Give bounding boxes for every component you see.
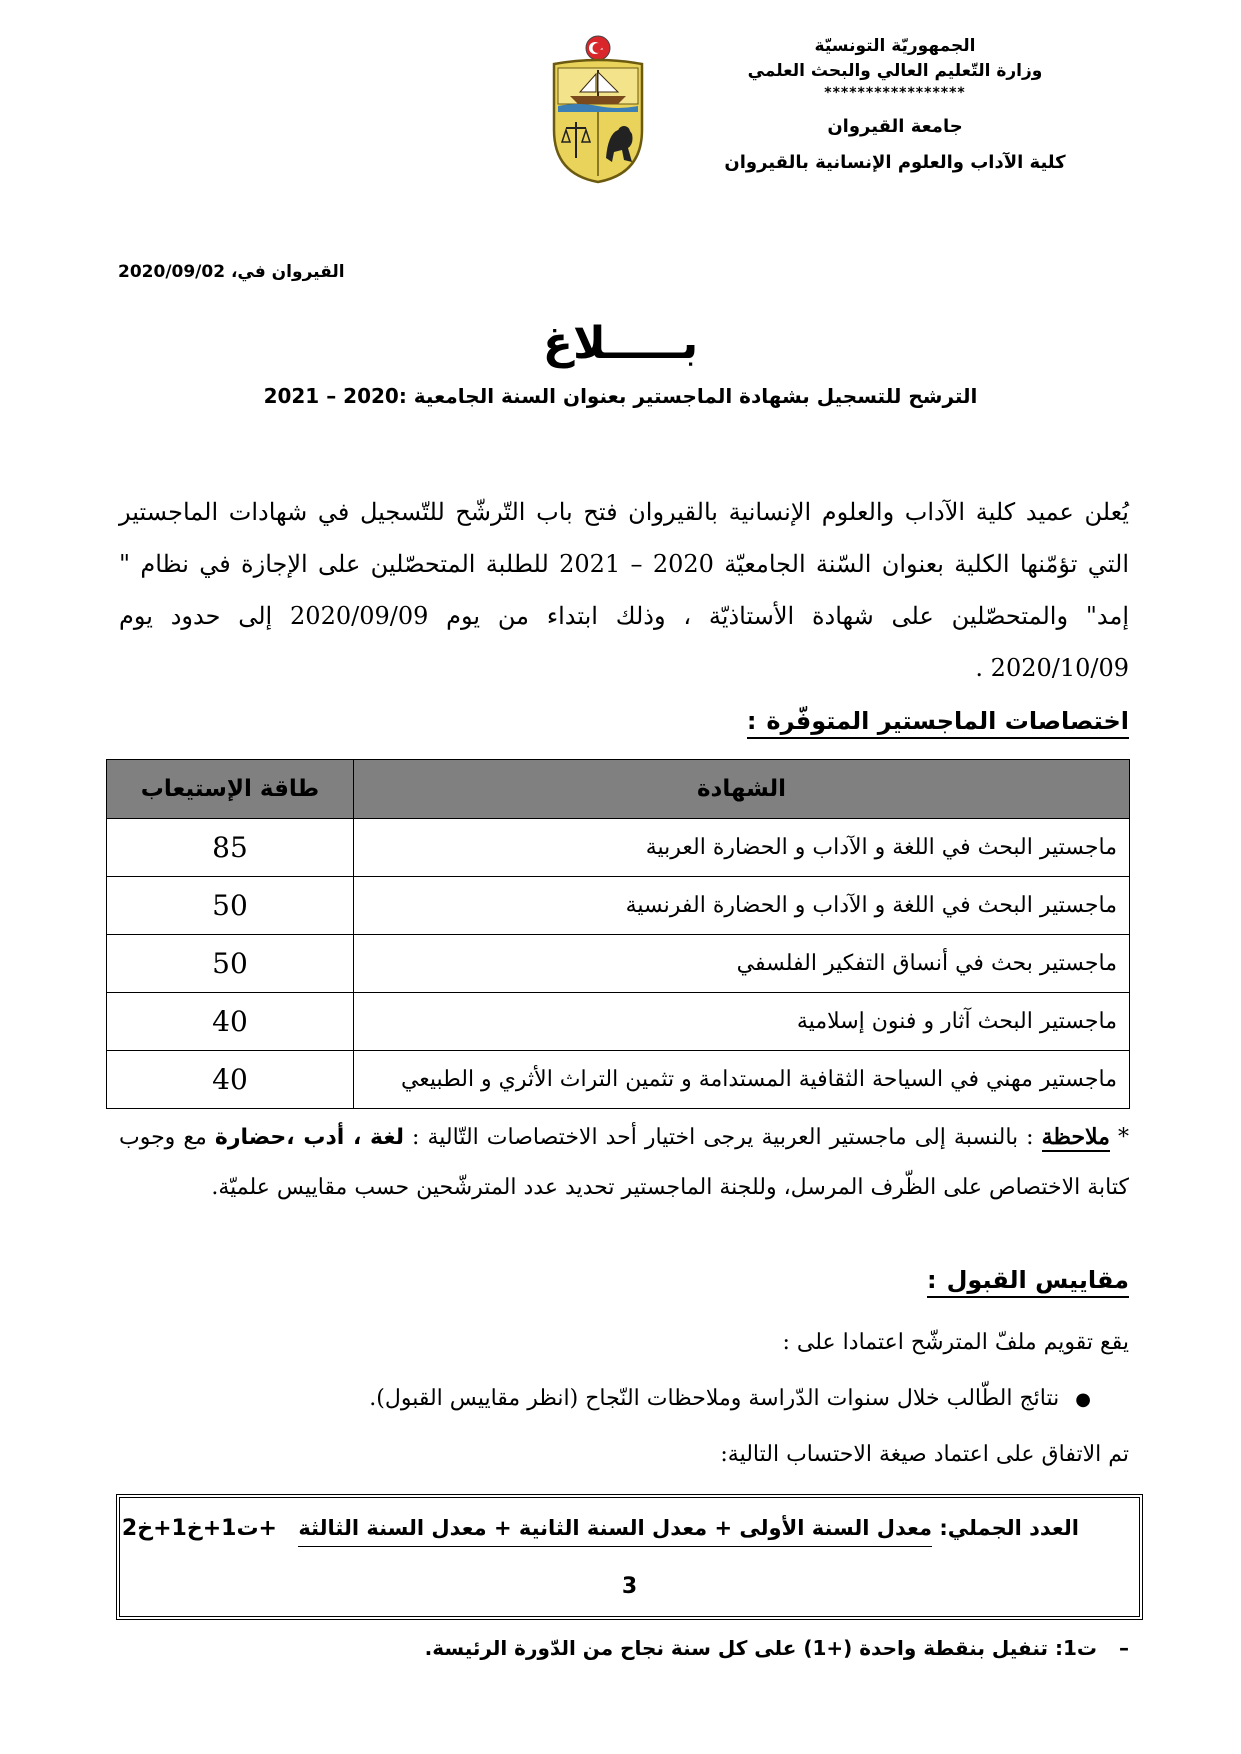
formula-denominator: 3 xyxy=(621,1574,638,1599)
header-separator: ***************** xyxy=(824,85,966,102)
capacity-cell: 50 xyxy=(107,877,354,935)
capacity-cell: 40 xyxy=(107,1051,354,1109)
faculty-name: كلية الآداب والعلوم الإنسانية بالقيروان xyxy=(724,151,1066,173)
note-text-before: : بالنسبة إلى ماجستير العربية يرجى اختيار أحد الاختصاصات التّالية : xyxy=(404,1125,1042,1150)
table-row xyxy=(107,935,1130,993)
announcement-paragraph: يُعلن عميد كلية الآداب والعلوم الإنسانية بالقيروان فتح باب التّرشّح للتّسجيل في شهادات الماجستير التي تؤمّنها الكلية بعنوان السّنة الجامعيّة 2020 – 2021 للطلبة المتحصّلين على الإجازة في نظام " إمد" والمتحصّلين على شهادة الأستاذيّة ، وذلك ابتداء من يوم 2020/09/09 إلى حدود يوم 2020/10/09 . xyxy=(119,498,1129,682)
criteria-heading-colon: : xyxy=(926,1266,937,1294)
column-header-capacity: طاقة الإستيعاب xyxy=(107,760,354,819)
certificate-cell: ماجستير مهني في السياحة الثقافية المستدامة و تثمين التراث الأثري و الطبيعي xyxy=(354,1051,1130,1109)
formula-label: العدد الجملي: xyxy=(939,1516,1079,1540)
column-header-certificate: الشهادة xyxy=(354,760,1130,819)
capacity-cell: 85 xyxy=(107,819,354,877)
note-star: * xyxy=(1118,1125,1129,1150)
formula-bonus: +ت1+خ1+خ2 xyxy=(121,1516,277,1541)
formula-numerator-line xyxy=(122,1516,1079,1541)
criteria-heading-text: مقاييس القبول xyxy=(946,1266,1129,1294)
table-header-row xyxy=(107,760,1130,819)
capacity-cell: 50 xyxy=(107,935,354,993)
evaluation-intro: يقع تقويم ملفّ المترشّح اعتمادا على : xyxy=(782,1330,1129,1355)
ministry-name: وزارة التّعليم العالي والبحث العلمي xyxy=(747,60,1043,81)
note-paragraph xyxy=(119,1112,1129,1213)
bullet-text: نتائج الطّالب خلال سنوات الدّراسة وملاحظات النّجاح (انظر مقاييس القبول). xyxy=(369,1386,1060,1411)
certificate-cell: ماجستير بحث في أنساق التفكير الفلسفي xyxy=(354,935,1130,993)
table-row xyxy=(107,877,1130,935)
specialties-heading-text: اختصاصات الماجستير المتوفّرة xyxy=(766,707,1129,735)
formula-numerator: معدل السنة الأولى + معدل السنة الثانية + معدل السنة الثالثة xyxy=(298,1516,932,1547)
bonus-explanation xyxy=(425,1636,1129,1660)
table-row xyxy=(107,993,1130,1051)
specialties-table xyxy=(106,759,1130,1109)
document-subtitle: الترشح للتسجيل بشهادة الماجستير بعنوان السنة الجامعية :2020 – 2021 xyxy=(263,384,978,408)
formula-intro: تم الاتفاق على اعتماد صيغة الاحتساب التالية: xyxy=(720,1442,1129,1467)
bonus-explanation-text: ت1: تنفيل بنقطة واحدة (+1) على كل سنة نجاح من الدّورة الرئيسة. xyxy=(424,1636,1097,1660)
certificate-cell: ماجستير البحث في اللغة و الآداب و الحضارة الفرنسية xyxy=(354,877,1130,935)
institution-header xyxy=(675,34,1115,176)
list-item xyxy=(369,1386,1091,1411)
certificate-cell: ماجستير البحث آثار و فنون إسلامية xyxy=(354,993,1130,1051)
specialties-heading-colon: : xyxy=(746,707,757,735)
table-row xyxy=(107,819,1130,877)
specialties-heading xyxy=(747,707,1129,739)
note-label: ملاحظة xyxy=(1041,1124,1110,1150)
bullet-icon: ● xyxy=(1075,1389,1091,1410)
table-row xyxy=(107,1051,1130,1109)
capacity-cell: 40 xyxy=(107,993,354,1051)
tunisia-coat-of-arms-icon xyxy=(548,34,648,184)
note-options: لغة ، أدب ،حضارة xyxy=(214,1125,405,1150)
document-date: القيروان في، 2020/09/02 xyxy=(118,262,345,282)
note-text-after: مع وجوب كتابة الاختصاص على الظّرف المرسل، وللجنة الماجستير تحديد عدد المترشّحين حسب مقاييس علميّة. xyxy=(119,1125,1129,1200)
republic-name: الجمهوريّة التونسيّة xyxy=(814,36,976,56)
criteria-heading xyxy=(927,1266,1129,1298)
university-name: جامعة القيروان xyxy=(827,115,963,137)
formula-box xyxy=(116,1494,1143,1620)
certificate-cell: ماجستير البحث في اللغة و الآداب و الحضارة العربية xyxy=(354,819,1130,877)
document-title: بـــــلاغ xyxy=(542,318,699,369)
dash-marker: – xyxy=(1119,1636,1129,1660)
